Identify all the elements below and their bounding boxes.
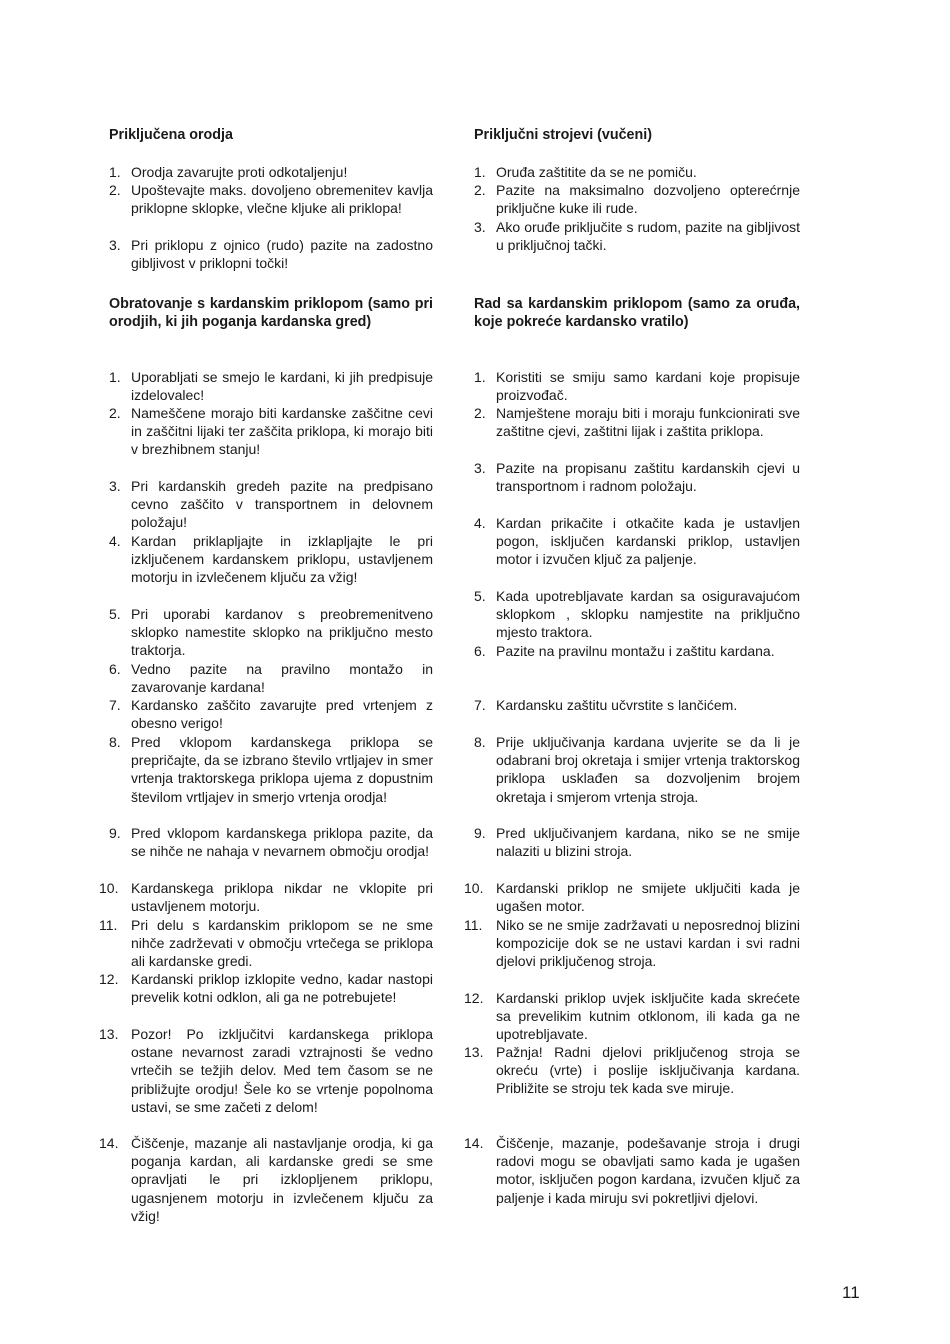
item-number: 13. (99, 1026, 119, 1042)
list-item (474, 368, 800, 404)
item-text: Kardansku zaštitu učvrstite s lančićem. (496, 697, 738, 713)
item-text: Kardanski priklop izklopite vedno, kadar nastopi prevelik kotni odklon, ali ga ne potrebujete! (131, 971, 433, 1006)
list-item (474, 459, 800, 495)
list-item (109, 404, 433, 459)
section-pto-operation-hr (464, 295, 800, 1206)
section-heading: Rad sa kardanskim priklopom (samo za oruđa, koje pokreće kardansko vratilo) (474, 296, 800, 331)
item-text: Pred vklopom kardanskega priklopa pazite, da se nihče ne nahaja v nevarnem območju orodja! (131, 825, 433, 860)
item-number: 12. (99, 971, 119, 987)
list-item (464, 989, 800, 1044)
list-item (99, 879, 433, 915)
list-item (464, 1134, 800, 1207)
section-pto-operation-sl (99, 295, 433, 1224)
item-number: 13. (464, 1044, 484, 1060)
list-item (474, 824, 800, 860)
item-number: 7. (474, 697, 486, 713)
list-item (109, 733, 433, 806)
item-number: 2. (474, 182, 486, 198)
section-heading: Priključena orodja (109, 127, 233, 143)
item-text: Kardanski priklop uvjek isključite kada skrećete sa prevelikim kutnim otklonom, ili kada ga ne upotrebljavate. (496, 990, 800, 1043)
item-number: 14. (99, 1135, 119, 1151)
item-number: 10. (464, 880, 484, 896)
item-number: 5. (474, 588, 486, 604)
list-item (99, 970, 433, 1006)
list-item (474, 642, 800, 660)
item-number: 11. (464, 917, 483, 933)
list-item (464, 879, 800, 915)
item-text: Kardanskega priklopa nikdar ne vklopite pri ustavljenem motorju. (131, 880, 433, 915)
item-number: 9. (474, 825, 486, 841)
item-number: 1. (474, 164, 486, 180)
list-item (99, 1025, 433, 1116)
list-item (109, 236, 433, 272)
item-number: 14. (464, 1135, 484, 1151)
item-text: Kardan priklapljajte in izklapljajte le pri izključenem kardanskem priklopu, ustavljenem motorju in izvlečenem ključu za vžig! (131, 533, 433, 586)
item-text: Pri uporabi kardanov s preobremenitveno sklopko namestite sklopko na priključno mesto traktorja. (131, 606, 433, 659)
list-item (464, 1043, 800, 1098)
list-item (474, 163, 800, 181)
item-number: 6. (474, 643, 486, 659)
list-item (109, 660, 433, 696)
item-text: Pozor! Po izključitvi kardanskega priklopa ostane nevarnost zaradi vztrajnosti še vedno vrtečih se težjih delov. Med tem časom se ne približujte orodju! Šele ko se vrtenje popolnoma ustavi, se sme začeti z delom! (131, 1026, 433, 1115)
item-text: Pazite na maksimalno dozvoljeno opterećrnje priključne kuke ili rude. (496, 182, 800, 217)
list-item (474, 696, 800, 714)
item-text: Namještene moraju biti i moraju funkcionirati sve zaštitne cjevi, zaštitni lijak i zaštita priklopa. (496, 405, 800, 440)
item-text: Pazite na pravilnu montažu i zaštitu kardana. (496, 643, 775, 659)
item-number: 11. (99, 917, 118, 933)
item-text: Kardan prikačite i otkačite kada je ustavljen pogon, isključen kardanski priklop, ustavljen motor i izvučen ključ za paljenje. (496, 515, 800, 568)
item-text: Orodja zavarujte proti odkotaljenju! (131, 164, 348, 180)
list-item (99, 916, 433, 971)
item-number: 2. (474, 405, 486, 421)
item-text: Nameščene morajo biti kardanske zaščitne cevi in zaščitni lijaki ter zaščita priklopa, ki morajo biti v brezhibnem stanju! (131, 405, 433, 458)
item-text: Pred uključivanjem kardana, niko se ne smije nalaziti u blizini stroja. (496, 825, 800, 860)
item-text: Pazite na propisanu zaštitu kardanskih cjevi u transportnom i radnom položaju. (496, 460, 800, 495)
item-number: 4. (474, 515, 486, 531)
list-item (99, 1134, 433, 1225)
section-attached-implements-sl (109, 126, 433, 272)
list-item (109, 532, 433, 587)
list-item (474, 218, 800, 254)
section-heading: Obratovanje s kardanskim priklopom (samo pri orodjih, ki jih poganja kardanska gred) (109, 296, 433, 331)
item-number: 12. (464, 990, 484, 1006)
item-text: Kada upotrebljavate kardan sa osiguravajućom sklopkom , sklopku namjestite na priključno mjesto traktora. (496, 588, 800, 641)
item-number: 8. (474, 734, 486, 750)
item-number: 8. (109, 734, 121, 750)
item-number: 3. (109, 478, 121, 494)
item-number: 10. (99, 880, 119, 896)
item-number: 1. (109, 164, 121, 180)
item-text: Čiščenje, mazanje ali nastavljanje orodja, ki ga poganja kardan, ali kardanske gredi se sme opravljati le pri izklopljenem priklopu, ugasnjenem motorju in izvlečenem ključu za vžig! (131, 1135, 433, 1224)
item-text: Pri priklopu z ojnico (rudo) pazite na zadostno gibljivost v priklopni točki! (131, 237, 433, 272)
list-item (109, 368, 433, 404)
item-text: Čiščenje, mazanje, podešavanje stroja i drugi radovi mogu se obavljati samo kada je ugašen motor, isključen pogon kardana, izvučen ključ za paljenje i kada miruju svi pokretljivi djelovi. (496, 1135, 800, 1206)
list-item (109, 163, 433, 181)
list-item (464, 916, 800, 971)
item-number: 9. (109, 825, 121, 841)
item-text: Kardanski priklop ne smijete uključiti kada je ugašen motor. (496, 880, 800, 915)
item-number: 3. (109, 237, 121, 253)
item-number: 2. (109, 405, 121, 421)
list-item (474, 733, 800, 806)
list-item (474, 587, 800, 642)
item-text: Prije uključivanja kardana uvjerite se da li je odabrani broj okretaja i smijer vrtenja traktorskog priklopa usklađen sa dozvoljenim brojem okretaja i smjerom vrtenja stroja. (496, 734, 800, 805)
item-text: Uporabljati se smejo le kardani, ki jih predpisuje izdelovalec! (131, 369, 433, 404)
item-text: Pred vklopom kardanskega priklopa se prepričajte, da se izbrano število vrtljajev in smer vrtenja traktorskega priklopa ujema z dopustnim številom vrtljajev in smerjo vrtenja orodja! (131, 734, 433, 805)
item-text: Koristiti se smiju samo kardani koje propisuje proizvođač. (496, 369, 800, 404)
item-number: 3. (474, 219, 486, 235)
section-towed-machines-hr (474, 126, 800, 254)
list-item (474, 404, 800, 440)
list-item (109, 181, 433, 217)
item-text: Upoštevajte maks. dovoljeno obremenitev kavlja priklopne sklopke, vlečne kljuke ali priklopa! (131, 182, 433, 217)
item-number: 4. (109, 533, 121, 549)
list-item (474, 181, 800, 217)
item-number: 3. (474, 460, 486, 476)
item-text: Vedno pazite na pravilno montažo in zavarovanje kardana! (131, 661, 433, 696)
item-number: 6. (109, 661, 121, 677)
list-item (109, 824, 433, 860)
item-number: 1. (474, 369, 486, 385)
item-text: Pri kardanskih gredeh pazite na predpisano cevno zaščito v transportnem in delovnem položaju! (131, 478, 433, 531)
item-text: Niko se ne smije zadržavati u neposrednoj blizini kompozicije dok se ne ustavi kardan i svi radni djelovi priključenog stroja. (496, 917, 800, 970)
list-item (109, 696, 433, 732)
list-item (109, 605, 433, 660)
section-heading: Priključni strojevi (vučeni) (474, 127, 652, 143)
item-number: 1. (109, 369, 121, 385)
page-number: 11 (842, 1283, 860, 1302)
item-text: Oruđa zaštitite da se ne pomiču. (496, 164, 697, 180)
item-number: 5. (109, 606, 121, 622)
item-text: Ako oruđe priključite s rudom, pazite na gibljivost u priključnoj tački. (496, 219, 800, 254)
item-text: Pri delu s kardanskim priklopom se ne sme nihče zadrževati v območju vrtečega se priklopa ali kardanske gredi. (131, 917, 433, 970)
list-item (109, 477, 433, 532)
item-text: Pažnja! Radni djelovi priključenog stroja se okreću (vrte) i poslije isključivanja kardana. Približite se stroju tek kada sve miruje. (496, 1044, 800, 1097)
item-number: 2. (109, 182, 121, 198)
list-item (474, 514, 800, 569)
item-number: 7. (109, 697, 121, 713)
item-text: Kardansko zaščito zavarujte pred vrtenjem z obesno verigo! (131, 697, 433, 732)
